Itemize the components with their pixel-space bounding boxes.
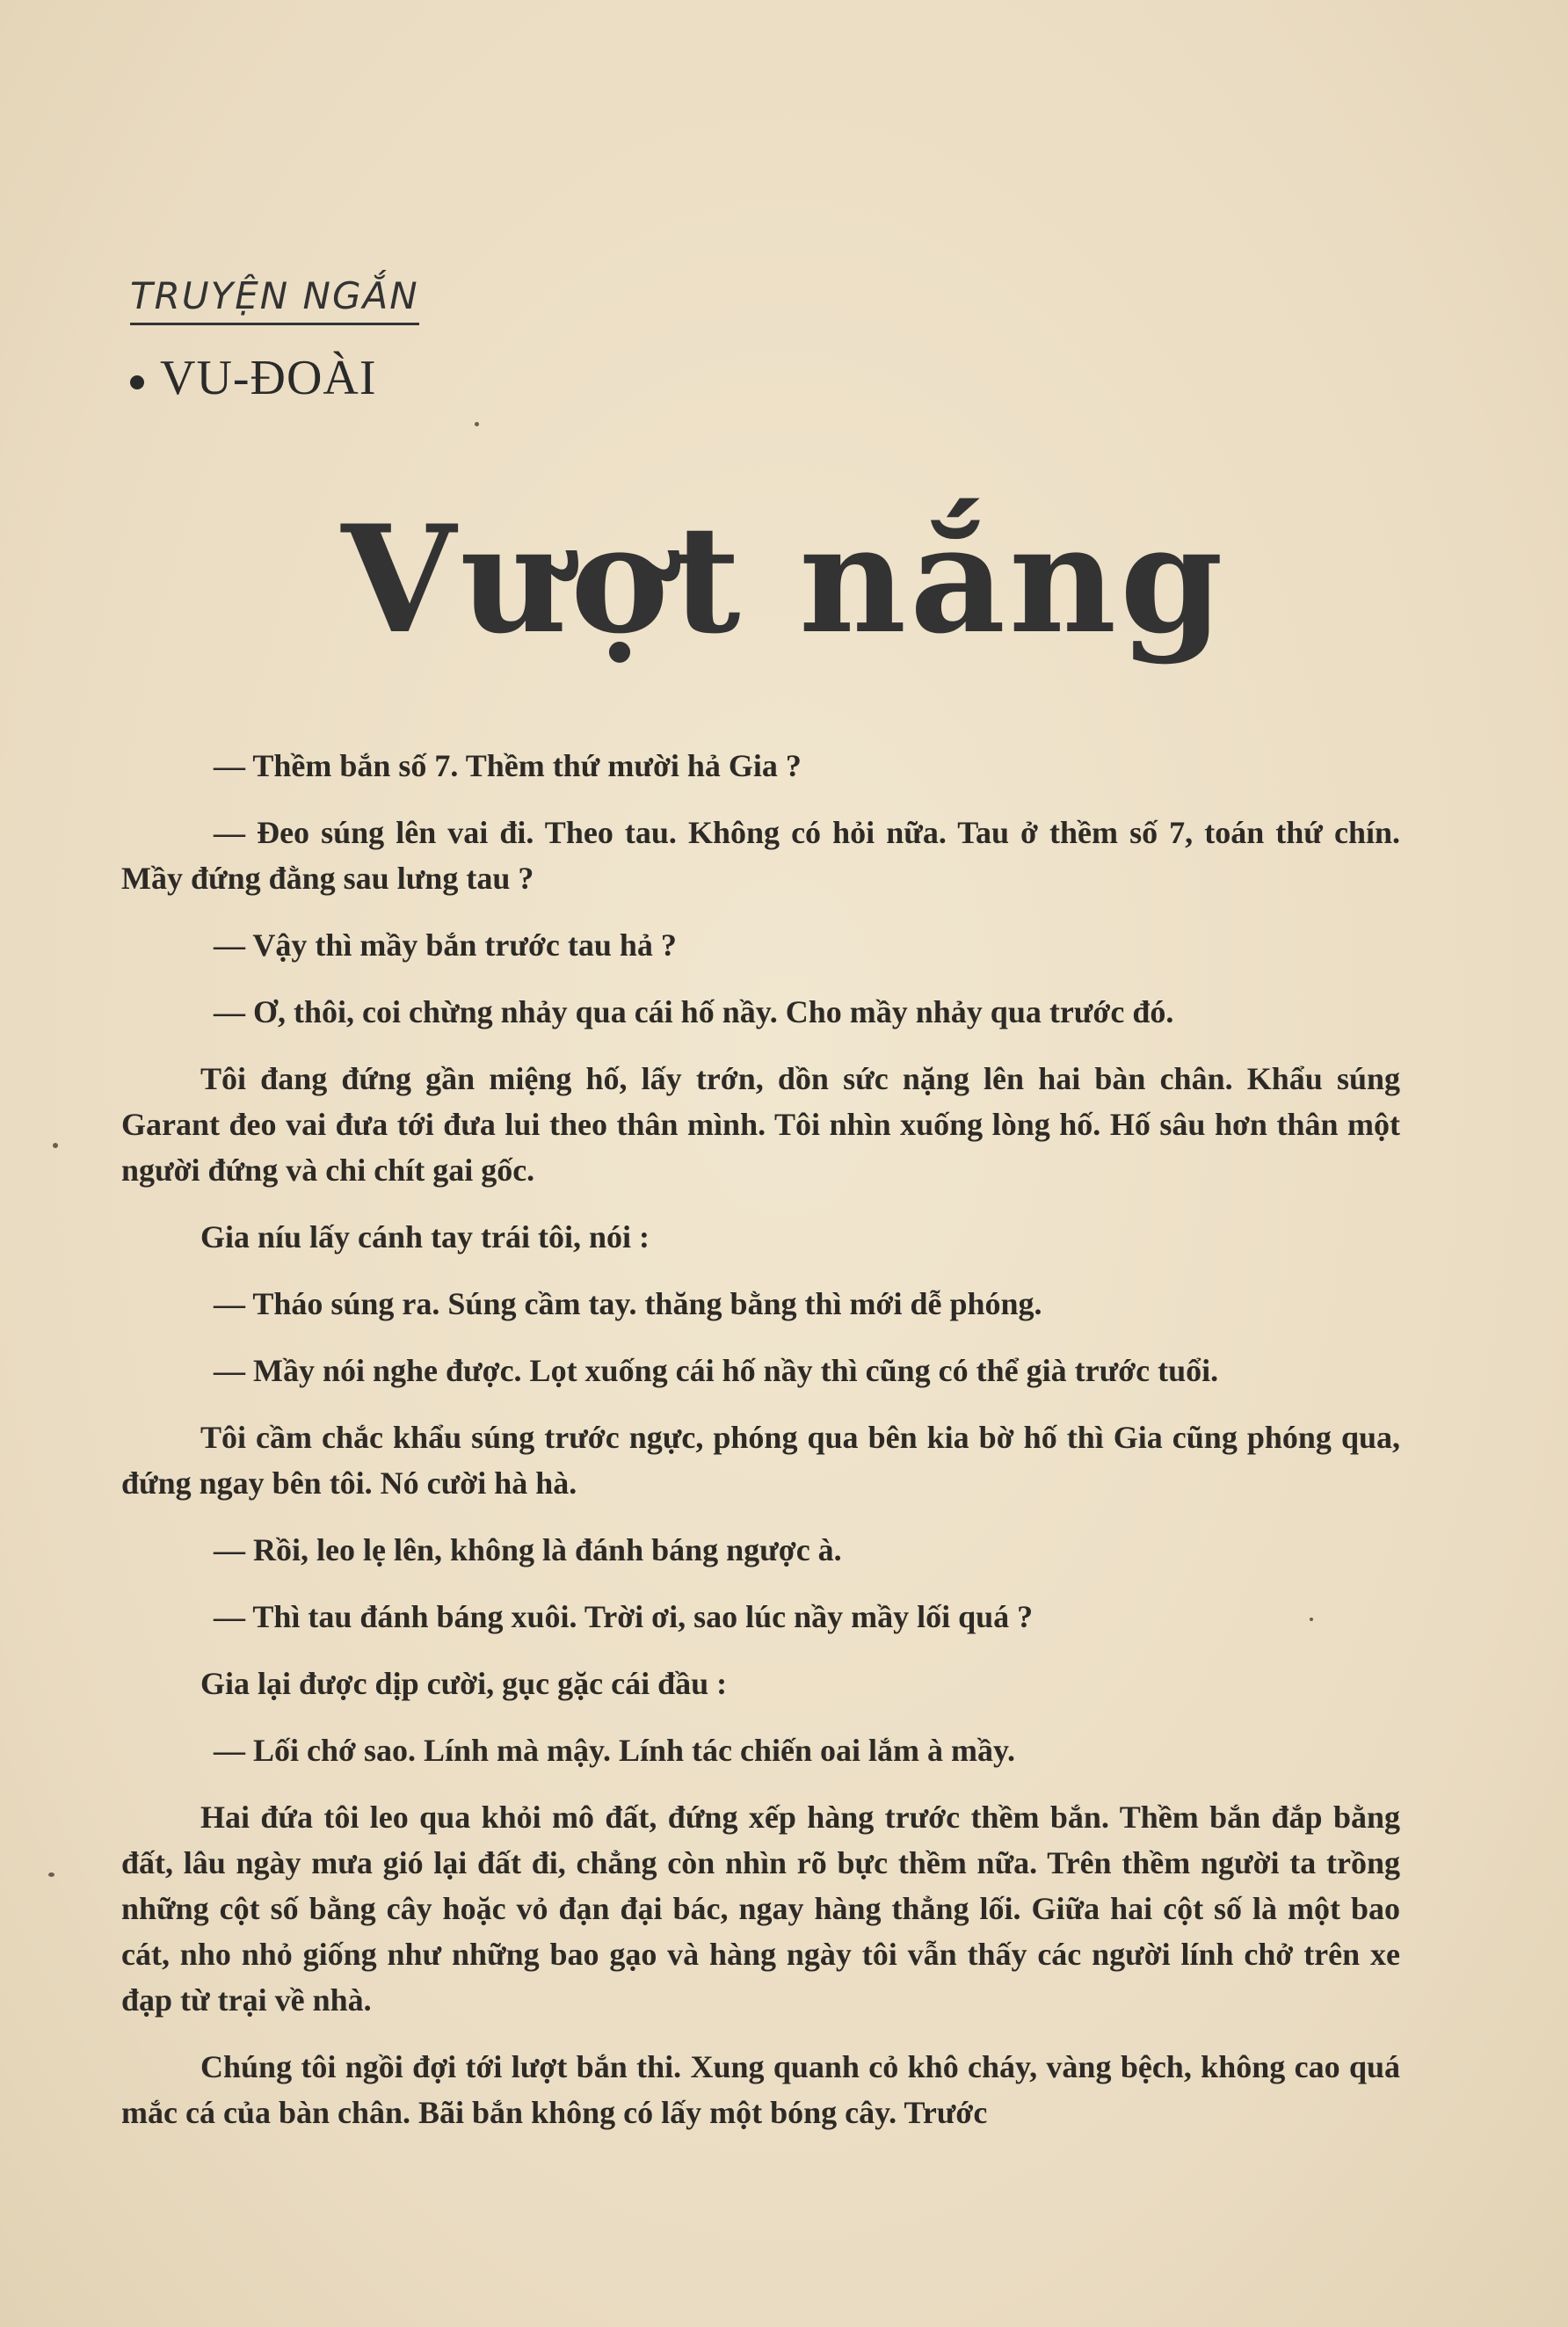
paragraph: — Thì tau đánh báng xuôi. Trời ơi, sao lúc nầy mầy lối quá ?	[214, 1599, 1034, 1634]
paragraph: — Ơ, thôi, coi chừng nhảy qua cái hố nầy. Cho mầy nhảy qua trước đó.	[214, 994, 1174, 1029]
paragraph: Hai đứa tôi leo qua khỏi mô đất, đứng xếp hàng trước thềm bắn. Thềm bắn đắp bằng đất, lâu ngày mưa gió lại đất đi, chẳng còn nhìn rõ bực thềm nữa. Trên thềm người ta trồng những cột số bằng cây hoặc vỏ đạn đại bác, ngay hàng thẳng lối. Giữa hai cột số là một bao cát, nho nhỏ giống như những bao gạo và hàng ngày tôi vẫn thấy các người lính chở trên xe đạp từ trại về nhà.	[121, 1800, 1400, 2018]
paragraph: Gia níu lấy cánh tay trái tôi, nói :	[200, 1219, 650, 1254]
paragraph: — Vậy thì mầy bắn trước tau hả ?	[214, 927, 677, 963]
paragraph: Tôi đang đứng gần miệng hố, lấy trớn, dồn sức nặng lên hai bàn chân. Khẩu súng Garant đeo vai đưa tới đưa lui theo thân mình. Tôi nhìn xuống lòng hố. Hố sâu hơn thân một người đứng và chi chít gai gốc.	[121, 1061, 1400, 1188]
paper-speck	[53, 1143, 58, 1148]
author-name: VU-ĐOÀI	[160, 351, 377, 405]
bullet-icon	[130, 375, 144, 389]
paragraph: — Đeo súng lên vai đi. Theo tau. Không có hỏi nữa. Tau ở thềm số 7, toán thứ chín. Mầy đứng đằng sau lưng tau ?	[121, 815, 1400, 896]
paragraph: Chúng tôi ngồi đợi tới lượt bắn thi. Xung quanh cỏ khô cháy, vàng bệch, không cao quá mắc cá của bàn chân. Bãi bắn không có lấy một bóng cây. Trước	[121, 2049, 1400, 2130]
paragraph: — Rồi, leo lẹ lên, không là đánh báng ngược à.	[214, 1532, 842, 1567]
section-kicker: TRUYỆN NGẮN	[130, 274, 419, 325]
story-title: Vượt nắng	[341, 492, 1227, 666]
paragraph: — Mầy nói nghe được. Lọt xuống cái hố nầy thì cũng có thể già trước tuổi.	[214, 1353, 1219, 1388]
paper-speck	[48, 1873, 54, 1877]
paragraph: — Thềm bắn số 7. Thềm thứ mười hả Gia ?	[214, 748, 802, 783]
paragraph: Tôi cầm chắc khẩu súng trước ngực, phóng qua bên kia bờ hố thì Gia cũng phóng qua, đứng ngay bên tôi. Nó cười hà hà.	[121, 1420, 1400, 1501]
paper-speck	[1310, 1618, 1313, 1621]
paragraph: — Lối chớ sao. Lính mà mậy. Lính tác chiến oai lắm à mầy.	[214, 1733, 1016, 1768]
paragraph: Gia lại được dịp cười, gục gặc cái đầu :	[200, 1666, 728, 1701]
paragraph: — Tháo súng ra. Súng cầm tay. thăng bằng thì mới dễ phóng.	[214, 1286, 1042, 1321]
author-line	[130, 350, 377, 406]
story-body	[121, 743, 1400, 2156]
paper-speck	[475, 422, 479, 426]
